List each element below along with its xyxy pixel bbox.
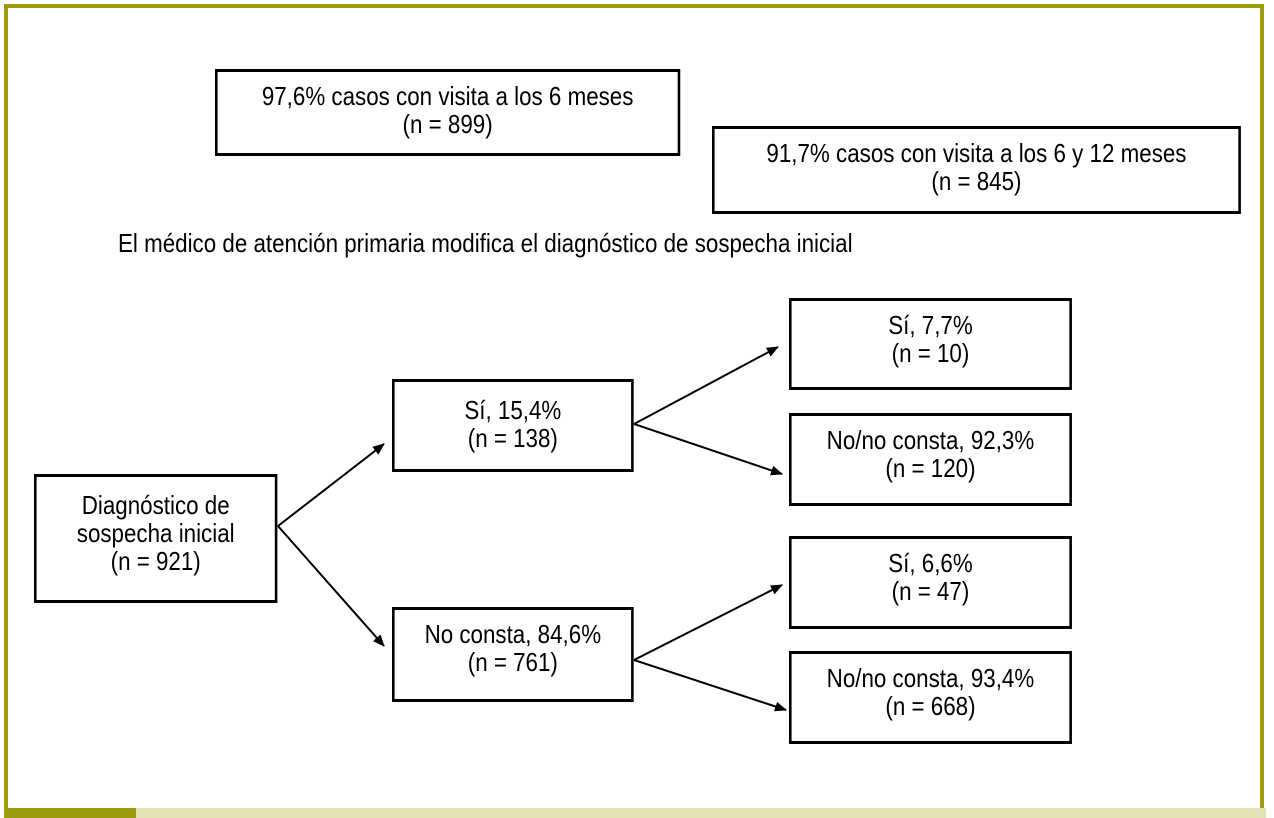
leaf-si-no-line1: No/no consta, 92,3% — [826, 425, 1035, 455]
visit-6-12-months-box — [712, 126, 1241, 214]
leaf-no-no-line1: No/no consta, 93,4% — [826, 663, 1035, 693]
visit-6-12-months-n: (n = 845) — [931, 166, 1022, 196]
root-line3: (n = 921) — [110, 546, 201, 576]
visit-6-12-months-text: 91,7% casos con visita a los 6 y 12 meses — [766, 138, 1187, 168]
leaf-si-no-line2: (n = 120) — [885, 453, 976, 483]
leaf-no-si-line2: (n = 47) — [891, 576, 970, 606]
leaf-si-no-node — [789, 413, 1072, 506]
diagram-caption: El médico de atención primaria modifica el diagnóstico de sospecha inicial — [118, 228, 853, 258]
root-node — [34, 474, 277, 603]
arrow-no-to-no — [634, 660, 786, 710]
arrow-root-to-si — [278, 444, 384, 526]
branch-no-node — [392, 607, 634, 702]
leaf-no-no-node — [789, 651, 1072, 744]
leaf-no-si-node — [789, 536, 1072, 629]
branch-no-line2: (n = 761) — [467, 647, 558, 677]
leaf-si-si-line1: Sí, 7,7% — [888, 310, 973, 340]
leaf-no-no-line2: (n = 668) — [885, 691, 976, 721]
visit-6-months-n: (n = 899) — [402, 109, 493, 139]
root-line2: sospecha inicial — [76, 518, 235, 548]
root-line1: Diagnóstico de — [81, 490, 230, 520]
arrow-si-to-no — [634, 424, 782, 474]
visit-6-months-text: 97,6% casos con visita a los 6 meses — [261, 81, 634, 111]
branch-no-line1: No consta, 84,6% — [424, 619, 602, 649]
visit-6-months-box — [215, 69, 680, 156]
arrow-no-to-si — [634, 585, 782, 660]
branch-si-node — [392, 379, 634, 472]
leaf-si-si-line2: (n = 10) — [891, 338, 970, 368]
arrow-root-to-no — [278, 526, 384, 646]
branch-si-line1: Sí, 15,4% — [464, 395, 562, 425]
branch-si-line2: (n = 138) — [467, 423, 558, 453]
leaf-si-si-node — [789, 298, 1072, 390]
arrow-si-to-si — [634, 347, 778, 424]
leaf-no-si-line1: Sí, 6,6% — [888, 548, 973, 578]
